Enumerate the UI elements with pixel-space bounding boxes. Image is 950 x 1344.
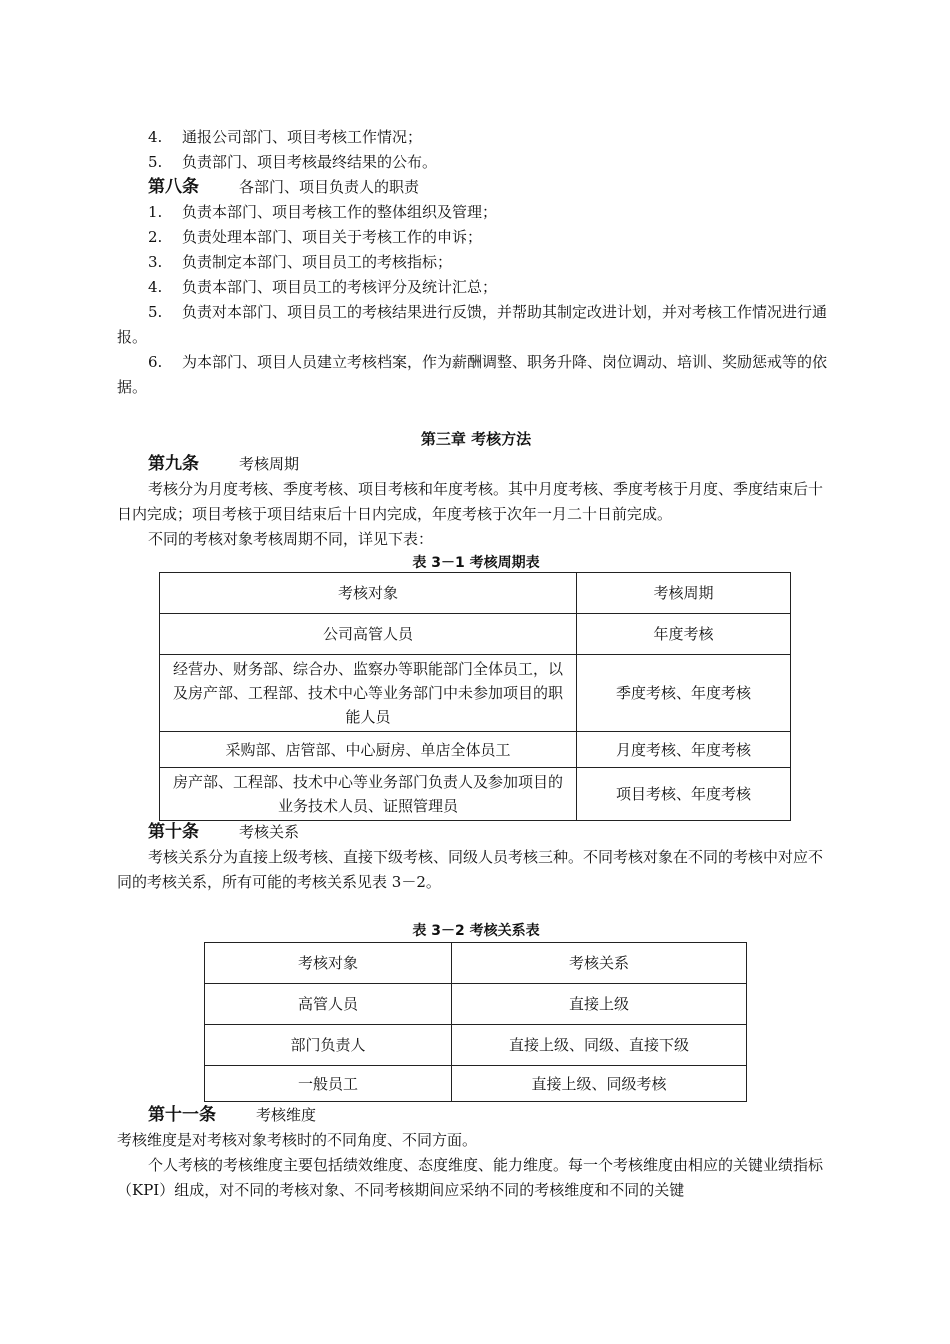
list-item: 5. 负责部门、项目考核最终结果的公布。 bbox=[148, 153, 438, 171]
list-item: 4. 负责本部门、项目员工的考核评分及统计汇总； bbox=[148, 278, 498, 296]
paragraph: 不同的考核对象考核周期不同，详见下表： bbox=[148, 530, 434, 548]
cycle-table bbox=[159, 572, 791, 821]
list-item: 6. 为本部门、项目人员建立考核档案，作为薪酬调整、职务升降、岗位调动、培训、奖励惩戒等的依据。 bbox=[117, 353, 828, 396]
table-cell: 项目考核、年度考核 bbox=[577, 768, 791, 821]
table-row bbox=[160, 655, 791, 732]
chapter-title: 第三章 考核方法 bbox=[420, 430, 532, 448]
table-row bbox=[205, 1066, 747, 1102]
article-heading: 第九条 考核周期 bbox=[148, 454, 300, 474]
table-cell: 采购部、店管部、中心厨房、单店全体员工 bbox=[160, 732, 577, 768]
table-cell: 直接上级、同级考核 bbox=[452, 1066, 747, 1102]
table-row bbox=[205, 1025, 747, 1066]
paragraph: 个人考核的考核维度主要包括绩效维度、态度维度、能力维度。每一个考核维度由相应的关键业绩指标（KPI）组成，对不同的考核对象、不同考核期间应采纳不同的考核维度和不同的关键 bbox=[117, 1156, 824, 1199]
table-cell: 年度考核 bbox=[577, 614, 791, 655]
table-cell: 直接上级、同级、直接下级 bbox=[452, 1025, 747, 1066]
list-item: 4. 通报公司部门、项目考核工作情况； bbox=[148, 128, 423, 146]
list-item: 3. 负责制定本部门、项目员工的考核指标； bbox=[148, 253, 453, 271]
table-header-cell: 考核对象 bbox=[160, 573, 577, 614]
paragraph: 考核关系分为直接上级考核、直接下级考核、同级人员考核三种。不同考核对象在不同的考核中对应不同的考核关系，所有可能的考核关系见表 3－2。 bbox=[117, 848, 824, 891]
table-cell: 月度考核、年度考核 bbox=[577, 732, 791, 768]
article-heading: 第十条 考核关系 bbox=[148, 822, 300, 842]
table-cell: 部门负责人 bbox=[205, 1025, 452, 1066]
paragraph: 考核分为月度考核、季度考核、项目考核和年度考核。其中月度考核、季度考核于月度、季度结束后十日内完成；项目考核于项目结束后十日内完成，年度考核于次年一月二十日前完成。 bbox=[117, 480, 824, 523]
article-heading: 第八条 各部门、项目负责人的职责 bbox=[148, 177, 420, 197]
table-header-row bbox=[205, 943, 747, 984]
table-caption: 表 3－2 考核关系表 bbox=[412, 923, 540, 939]
table-cell: 一般员工 bbox=[205, 1066, 452, 1102]
table-cell: 季度考核、年度考核 bbox=[577, 655, 791, 732]
table-header-cell: 考核周期 bbox=[577, 573, 791, 614]
table-header-cell: 考核对象 bbox=[205, 943, 452, 984]
list-item: 1. 负责本部门、项目考核工作的整体组织及管理； bbox=[148, 203, 498, 221]
table-header-row bbox=[160, 573, 791, 614]
table-cell: 高管人员 bbox=[205, 984, 452, 1025]
table-cell: 直接上级 bbox=[452, 984, 747, 1025]
list-item: 2. 负责处理本部门、项目关于考核工作的申诉； bbox=[148, 228, 483, 246]
relation-table bbox=[204, 942, 747, 1102]
table-row bbox=[205, 984, 747, 1025]
table-cell: 经营办、财务部、综合办、监察办等职能部门全体员工，以及房产部、工程部、技术中心等业务部门中未参加项目的职能人员 bbox=[160, 655, 577, 732]
paragraph: 考核维度是对考核对象考核时的不同角度、不同方面。 bbox=[117, 1131, 478, 1149]
table-header-cell: 考核关系 bbox=[452, 943, 747, 984]
table-caption: 表 3－1 考核周期表 bbox=[412, 555, 540, 571]
article-heading: 第十一条 考核维度 bbox=[148, 1105, 317, 1125]
table-row bbox=[160, 732, 791, 768]
table-cell: 公司高管人员 bbox=[160, 614, 577, 655]
table-row bbox=[160, 614, 791, 655]
list-item: 5. 负责对本部门、项目员工的考核结果进行反馈，并帮助其制定改进计划，并对考核工作情况进行通报。 bbox=[117, 303, 828, 346]
table-cell: 房产部、工程部、技术中心等业务部门负责人及参加项目的业务技术人员、证照管理员 bbox=[160, 768, 577, 821]
table-row bbox=[160, 768, 791, 821]
